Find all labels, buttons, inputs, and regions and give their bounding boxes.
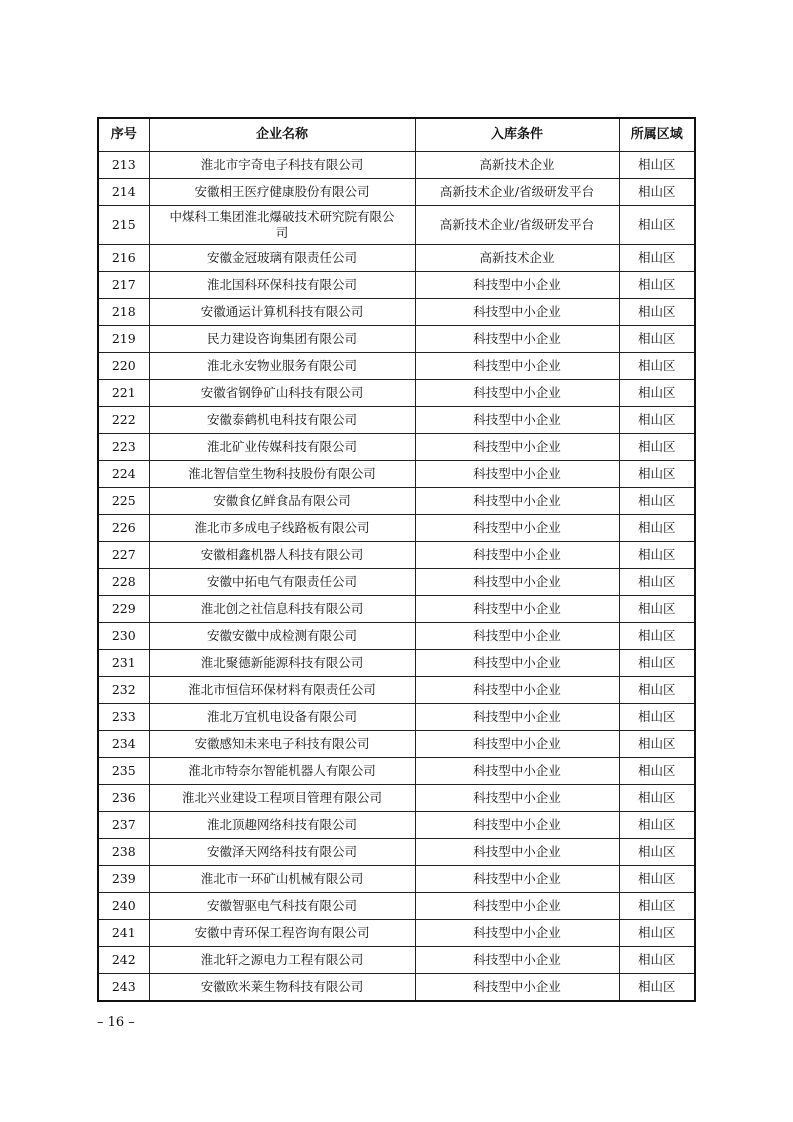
cell-region: 相山区	[619, 542, 695, 569]
cell-entry-condition: 科技型中小企业	[415, 893, 619, 920]
table-row	[98, 461, 695, 488]
cell-enterprise-name: 淮北万宜机电设备有限公司	[149, 704, 415, 731]
cell-region: 相山区	[619, 812, 695, 839]
cell-region: 相山区	[619, 650, 695, 677]
cell-region: 相山区	[619, 947, 695, 974]
cell-enterprise-name: 淮北智信堂生物科技股份有限公司	[149, 461, 415, 488]
cell-enterprise-name: 安徽泽天网络科技有限公司	[149, 839, 415, 866]
cell-entry-condition: 科技型中小企业	[415, 812, 619, 839]
cell-region: 相山区	[619, 179, 695, 206]
cell-entry-condition: 科技型中小企业	[415, 488, 619, 515]
cell-enterprise-name: 安徽泰鹤机电科技有限公司	[149, 407, 415, 434]
cell-serial-number: 215	[98, 206, 149, 245]
table-row	[98, 839, 695, 866]
table-row	[98, 179, 695, 206]
table-row	[98, 758, 695, 785]
cell-enterprise-name: 安徽中拓电气有限责任公司	[149, 569, 415, 596]
cell-serial-number: 238	[98, 839, 149, 866]
cell-region: 相山区	[619, 731, 695, 758]
cell-enterprise-name: 淮北市恒信环保材料有限责任公司	[149, 677, 415, 704]
cell-serial-number: 222	[98, 407, 149, 434]
cell-region: 相山区	[619, 380, 695, 407]
table-row	[98, 893, 695, 920]
cell-entry-condition: 科技型中小企业	[415, 596, 619, 623]
cell-entry-condition: 科技型中小企业	[415, 677, 619, 704]
cell-serial-number: 228	[98, 569, 149, 596]
cell-entry-condition: 高新技术企业/省级研发平台	[415, 206, 619, 245]
cell-region: 相山区	[619, 920, 695, 947]
cell-entry-condition: 科技型中小企业	[415, 974, 619, 1002]
table-body	[98, 152, 695, 1002]
table-row	[98, 515, 695, 542]
cell-enterprise-name: 淮北市一环矿山机械有限公司	[149, 866, 415, 893]
cell-enterprise-name: 淮北兴业建设工程项目管理有限公司	[149, 785, 415, 812]
cell-serial-number: 229	[98, 596, 149, 623]
cell-entry-condition: 科技型中小企业	[415, 758, 619, 785]
cell-enterprise-name: 淮北市宇奇电子科技有限公司	[149, 152, 415, 179]
table-row	[98, 920, 695, 947]
cell-entry-condition: 科技型中小企业	[415, 623, 619, 650]
cell-region: 相山区	[619, 677, 695, 704]
cell-enterprise-name: 安徽欧米莱生物科技有限公司	[149, 974, 415, 1002]
cell-region: 相山区	[619, 623, 695, 650]
cell-entry-condition: 科技型中小企业	[415, 299, 619, 326]
cell-region: 相山区	[619, 515, 695, 542]
cell-region: 相山区	[619, 206, 695, 245]
cell-serial-number: 240	[98, 893, 149, 920]
table-row	[98, 569, 695, 596]
cell-enterprise-name: 淮北顶趣网络科技有限公司	[149, 812, 415, 839]
cell-entry-condition: 科技型中小企业	[415, 461, 619, 488]
cell-enterprise-name: 安徽智驱电气科技有限公司	[149, 893, 415, 920]
cell-serial-number: 230	[98, 623, 149, 650]
cell-enterprise-name: 淮北永安物业服务有限公司	[149, 353, 415, 380]
cell-entry-condition: 科技型中小企业	[415, 866, 619, 893]
cell-entry-condition: 科技型中小企业	[415, 515, 619, 542]
header-serial-number: 序号	[98, 118, 149, 152]
cell-serial-number: 231	[98, 650, 149, 677]
cell-serial-number: 236	[98, 785, 149, 812]
cell-serial-number: 219	[98, 326, 149, 353]
cell-serial-number: 214	[98, 179, 149, 206]
cell-enterprise-name: 安徽食亿鲜食品有限公司	[149, 488, 415, 515]
table-row	[98, 245, 695, 272]
cell-enterprise-name: 淮北矿业传媒科技有限公司	[149, 434, 415, 461]
cell-region: 相山区	[619, 272, 695, 299]
cell-region: 相山区	[619, 434, 695, 461]
cell-serial-number: 239	[98, 866, 149, 893]
table-row	[98, 731, 695, 758]
header-region: 所属区域	[619, 118, 695, 152]
cell-enterprise-name: 中煤科工集团淮北爆破技术研究院有限公司	[149, 206, 415, 245]
table-row	[98, 299, 695, 326]
cell-serial-number: 216	[98, 245, 149, 272]
page-number: – 16 –	[97, 1015, 135, 1030]
table-row	[98, 488, 695, 515]
cell-serial-number: 223	[98, 434, 149, 461]
table-row	[98, 434, 695, 461]
cell-enterprise-name: 安徽相鑫机器人科技有限公司	[149, 542, 415, 569]
table-row	[98, 677, 695, 704]
cell-enterprise-name: 安徽安徽中成检测有限公司	[149, 623, 415, 650]
cell-serial-number: 243	[98, 974, 149, 1002]
table-row	[98, 785, 695, 812]
cell-entry-condition: 科技型中小企业	[415, 947, 619, 974]
header-row	[98, 118, 695, 152]
cell-serial-number: 233	[98, 704, 149, 731]
cell-enterprise-name: 淮北市多成电子线路板有限公司	[149, 515, 415, 542]
cell-enterprise-name: 淮北创之社信息科技有限公司	[149, 596, 415, 623]
cell-entry-condition: 科技型中小企业	[415, 704, 619, 731]
cell-enterprise-name: 淮北国科环保科技有限公司	[149, 272, 415, 299]
table-row	[98, 272, 695, 299]
cell-region: 相山区	[619, 353, 695, 380]
cell-serial-number: 234	[98, 731, 149, 758]
cell-serial-number: 225	[98, 488, 149, 515]
cell-entry-condition: 高新技术企业	[415, 152, 619, 179]
cell-region: 相山区	[619, 152, 695, 179]
cell-enterprise-name: 安徽感知未来电子科技有限公司	[149, 731, 415, 758]
cell-serial-number: 232	[98, 677, 149, 704]
cell-serial-number: 235	[98, 758, 149, 785]
table-row	[98, 596, 695, 623]
cell-region: 相山区	[619, 704, 695, 731]
cell-region: 相山区	[619, 839, 695, 866]
table-row	[98, 866, 695, 893]
cell-entry-condition: 科技型中小企业	[415, 326, 619, 353]
table-row	[98, 650, 695, 677]
cell-enterprise-name: 淮北轩之源电力工程有限公司	[149, 947, 415, 974]
table-row	[98, 704, 695, 731]
table-row	[98, 947, 695, 974]
cell-serial-number: 227	[98, 542, 149, 569]
cell-entry-condition: 科技型中小企业	[415, 353, 619, 380]
cell-region: 相山区	[619, 893, 695, 920]
table-row	[98, 974, 695, 1002]
table-row	[98, 152, 695, 179]
cell-entry-condition: 科技型中小企业	[415, 434, 619, 461]
table-row	[98, 206, 695, 245]
enterprise-table-container	[97, 117, 696, 1002]
table-header	[98, 118, 695, 152]
cell-region: 相山区	[619, 866, 695, 893]
cell-region: 相山区	[619, 758, 695, 785]
cell-entry-condition: 科技型中小企业	[415, 542, 619, 569]
cell-region: 相山区	[619, 569, 695, 596]
enterprise-table	[97, 117, 696, 1002]
cell-region: 相山区	[619, 299, 695, 326]
cell-serial-number: 224	[98, 461, 149, 488]
table-row	[98, 353, 695, 380]
cell-enterprise-name: 淮北市特奈尔智能机器人有限公司	[149, 758, 415, 785]
cell-region: 相山区	[619, 245, 695, 272]
cell-region: 相山区	[619, 596, 695, 623]
cell-serial-number: 218	[98, 299, 149, 326]
cell-serial-number: 221	[98, 380, 149, 407]
cell-serial-number: 241	[98, 920, 149, 947]
cell-enterprise-name: 民力建设咨询集团有限公司	[149, 326, 415, 353]
table-row	[98, 812, 695, 839]
cell-serial-number: 226	[98, 515, 149, 542]
cell-entry-condition: 科技型中小企业	[415, 380, 619, 407]
cell-enterprise-name: 安徽通运计算机科技有限公司	[149, 299, 415, 326]
cell-serial-number: 242	[98, 947, 149, 974]
cell-entry-condition: 科技型中小企业	[415, 650, 619, 677]
cell-entry-condition: 高新技术企业	[415, 245, 619, 272]
cell-entry-condition: 科技型中小企业	[415, 785, 619, 812]
cell-enterprise-name: 安徽中青环保工程咨询有限公司	[149, 920, 415, 947]
header-entry-condition: 入库条件	[415, 118, 619, 152]
cell-entry-condition: 高新技术企业/省级研发平台	[415, 179, 619, 206]
cell-enterprise-name: 安徽金冠玻璃有限责任公司	[149, 245, 415, 272]
header-enterprise-name: 企业名称	[149, 118, 415, 152]
cell-entry-condition: 科技型中小企业	[415, 407, 619, 434]
table-row	[98, 326, 695, 353]
cell-region: 相山区	[619, 974, 695, 1002]
cell-region: 相山区	[619, 488, 695, 515]
table-row	[98, 380, 695, 407]
table-row	[98, 623, 695, 650]
cell-serial-number: 237	[98, 812, 149, 839]
cell-region: 相山区	[619, 326, 695, 353]
cell-entry-condition: 科技型中小企业	[415, 731, 619, 758]
table-row	[98, 407, 695, 434]
cell-region: 相山区	[619, 785, 695, 812]
cell-enterprise-name: 安徽省钢铮矿山科技有限公司	[149, 380, 415, 407]
cell-entry-condition: 科技型中小企业	[415, 569, 619, 596]
table-row	[98, 542, 695, 569]
cell-entry-condition: 科技型中小企业	[415, 272, 619, 299]
cell-region: 相山区	[619, 461, 695, 488]
cell-serial-number: 217	[98, 272, 149, 299]
cell-serial-number: 220	[98, 353, 149, 380]
cell-enterprise-name: 安徽相王医疗健康股份有限公司	[149, 179, 415, 206]
cell-entry-condition: 科技型中小企业	[415, 920, 619, 947]
cell-region: 相山区	[619, 407, 695, 434]
cell-entry-condition: 科技型中小企业	[415, 839, 619, 866]
cell-enterprise-name: 淮北聚德新能源科技有限公司	[149, 650, 415, 677]
cell-serial-number: 213	[98, 152, 149, 179]
